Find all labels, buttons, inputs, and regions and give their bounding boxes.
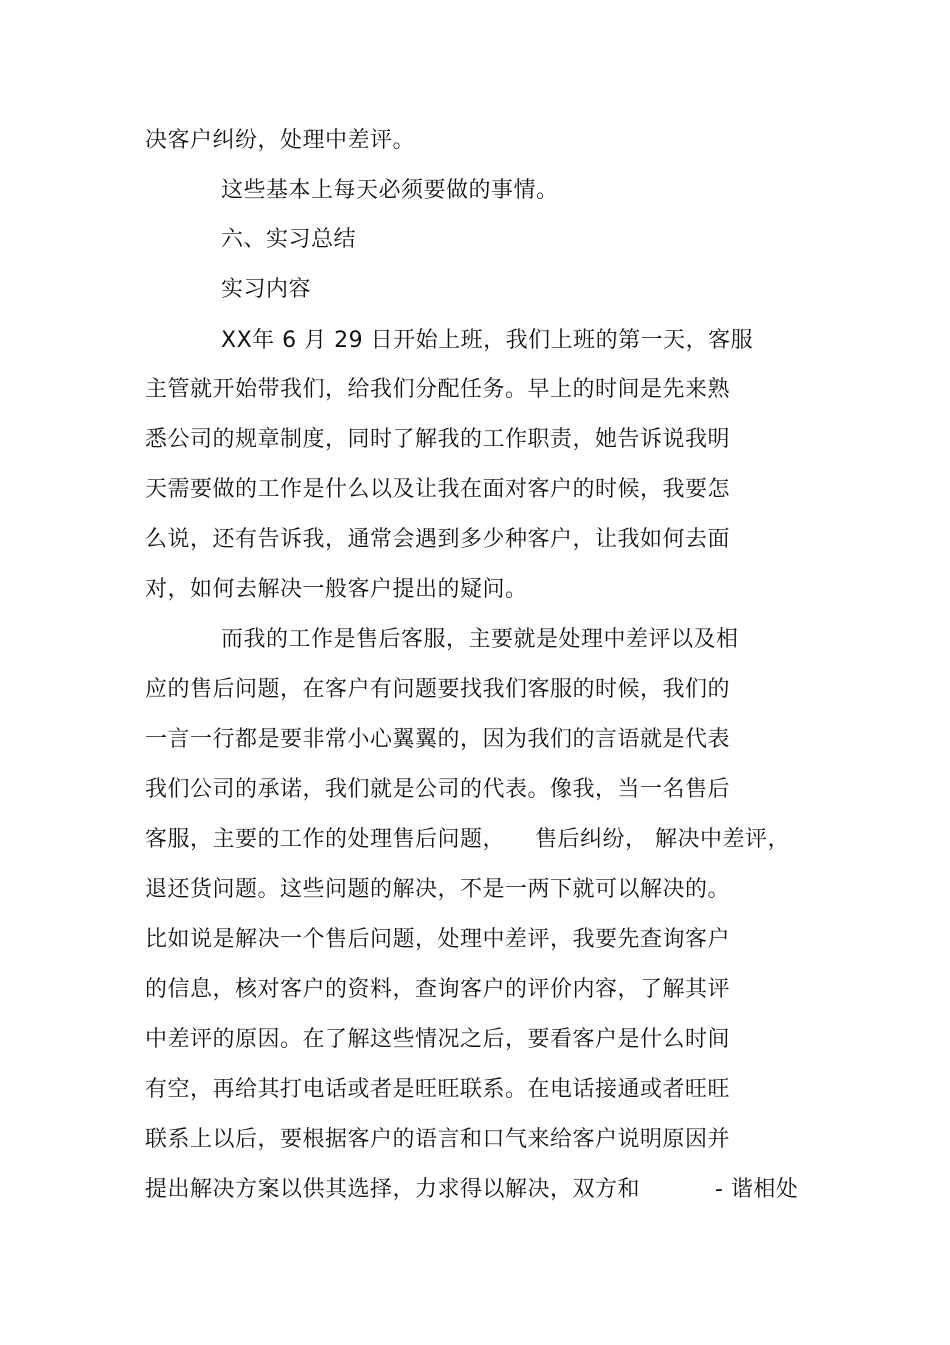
paragraph-line: 退还货问题。这些问题的解决，不是一两下就可以解决的。 [145,877,731,902]
section-heading: 六、实习总结 [221,227,357,252]
text-line: 这些基本上每天必须要做的事情。 [221,178,559,203]
paragraph-line: 提出解决方案以供其选择，力求得以解决，双方和 [145,1177,641,1202]
paragraph-line: 而我的工作是售后客服，主要就是处理中差评以及相 [221,627,739,652]
paragraph-line-segment: 解决中差评， [655,827,791,852]
paragraph-line-segment: 售后纠纷， [535,827,648,852]
paragraph-line-segment: - 谐相处 [715,1177,799,1202]
paragraph-line: 对，如何去解决一般客户提出的疑问。 [145,577,528,602]
paragraph-line: 我们公司的承诺，我们就是公司的代表。像我，当一名售后 [145,777,731,802]
paragraph-line: 天需要做的工作是什么以及让我在面对客户的时候，我要怎 [145,477,731,502]
paragraph-line: 的信息，核对客户的资料，查询客户的评价内容，了解其评 [145,977,731,1002]
paragraph-line: 应的售后问题，在客户有问题要找我们客服的时候，我们的 [145,677,731,702]
paragraph-line: 么说，还有告诉我，通常会遇到多少种客户，让我如何去面 [145,527,731,552]
paragraph-line: 主管就开始带我们，给我们分配任务。早上的时间是先来熟 [145,377,731,402]
paragraph-line: XX年 6 月 29 日开始上班，我们上班的第一天，客服 [221,328,754,353]
text-line: 决客户纠纷，处理中差评。 [145,128,416,153]
paragraph-line: 客服，主要的工作的处理售后问题， [145,827,506,852]
paragraph-line: 悉公司的规章制度，同时了解我的工作职责，她告诉说我明 [145,427,731,452]
paragraph-line: 有空，再给其打电话或者是旺旺联系。在电话接通或者旺旺 [145,1077,731,1102]
paragraph-line: 中差评的原因。在了解这些情况之后，要看客户是什么时间 [145,1027,731,1052]
paragraph-line: 联系上以后，要根据客户的语言和口气来给客户说明原因并 [145,1127,731,1152]
paragraph-line: 一言一行都是要非常小心翼翼的，因为我们的言语就是代表 [145,727,731,752]
subsection-heading: 实习内容 [221,277,312,302]
paragraph-line: 比如说是解决一个售后问题，处理中差评，我要先查询客户 [145,927,731,952]
